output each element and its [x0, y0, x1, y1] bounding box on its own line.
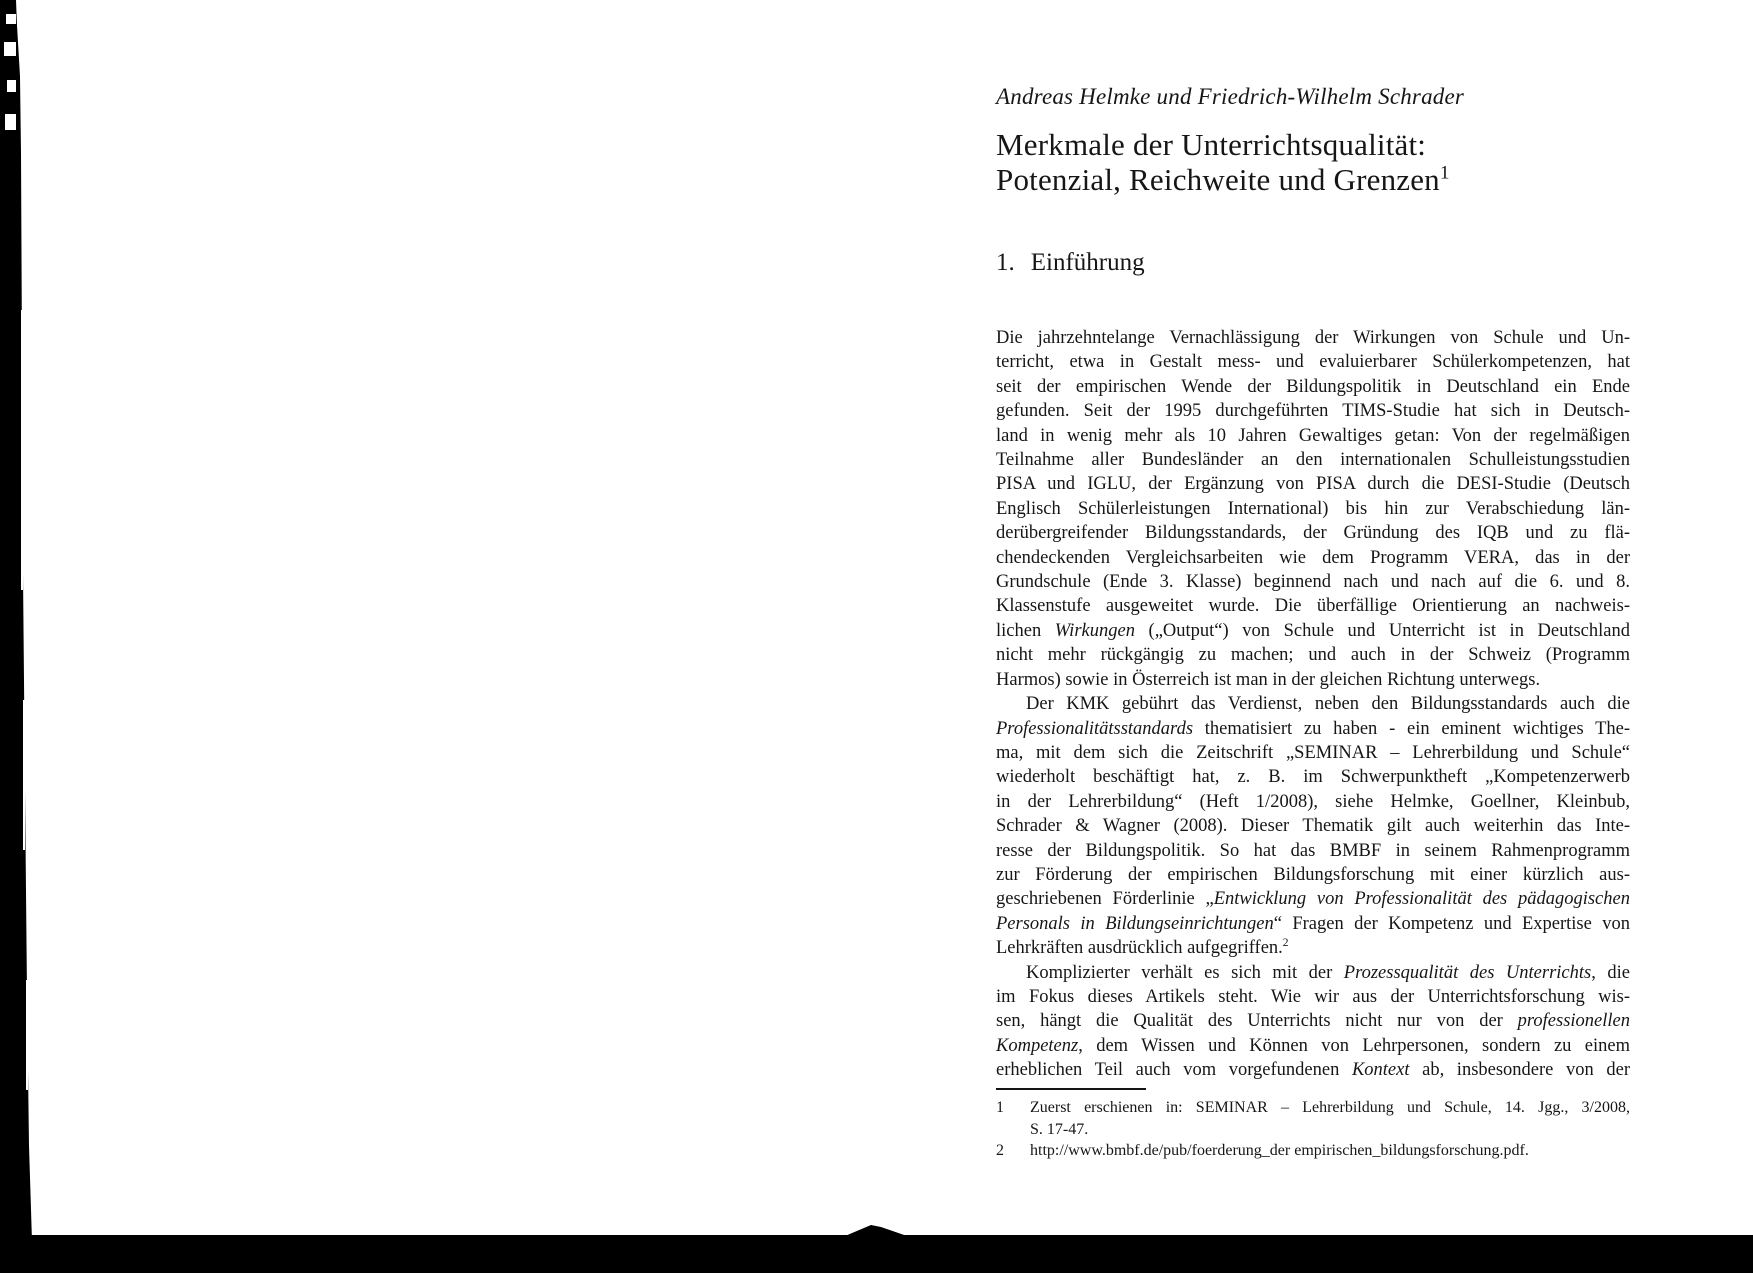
text-line: PISA und IGLU, der Ergänzung von PISA durch die DESI-Studie (Deutsch — [996, 474, 1630, 495]
text-line: in der Lehrerbildung“ (Heft 1/2008), siehe Helmke, Goellner, Kleinbub, — [996, 791, 1630, 812]
text-column — [996, 0, 1630, 1273]
footnotes — [996, 1088, 1630, 1162]
text-line: http://www.bmbf.de/pub/foerderung_der empirischen_bildungsforschung.pdf. — [1030, 1142, 1529, 1159]
text-line: wiederholt beschäftigt hat, z. B. im Schwerpunktheft „Kompetenzerwerb — [996, 767, 1630, 788]
scan-gutter-gap — [4, 42, 16, 56]
paragraph-1 — [996, 326, 1630, 692]
text-line: S. 17-47. — [1030, 1120, 1089, 1138]
text-line: Schrader & Wagner (2008). Dieser Thematik gilt auch weiterhin das Inte- — [996, 816, 1630, 837]
section-heading — [996, 249, 1145, 277]
text-line: gefunden. Seit der 1995 durchgeführten TIMS-Studie hat sich in Deutsch- — [996, 401, 1630, 422]
text-line: Lehrkräften ausdrücklich aufgegriffen.$^2$ — [996, 937, 1289, 959]
section-title: Einführung — [1030, 249, 1145, 276]
text-line: nicht mehr rückgängig zu machen; und auch in der Schweiz (Programm — [996, 645, 1630, 666]
scan-edge-bottom-step — [0, 1236, 860, 1238]
text-line: Der KMK gebührt das Verdienst, neben den Bildungsstandards auch die — [1026, 694, 1630, 715]
footnote-number: 2 — [996, 1142, 1004, 1159]
paragraph-3 — [996, 961, 1630, 1083]
text-line: erheblichen Teil auch vom vorgefundenen Kontext ab, insbesondere von der — [996, 1060, 1630, 1081]
text-line: sen, hängt die Qualität des Unterrichts nicht nur von der professionellen — [996, 1011, 1630, 1032]
footnote-divider — [996, 1088, 1146, 1090]
footnote-1 — [996, 1097, 1630, 1140]
author-line: Andreas Helmke und Friedrich-Wilhelm Schrader — [996, 84, 1465, 109]
paragraph-2 — [996, 692, 1630, 960]
text-line: Zuerst erschienen in: SEMINAR – Lehrerbildung und Schule, 14. Jgg., 3/2008, — [1030, 1099, 1630, 1116]
page-title-line-2: Potenzial, Reichweite und Grenzen$^1$ — [996, 162, 1450, 197]
text-line: Komplizierter verhält es sich mit der Prozessqualität des Unterrichts, die — [1026, 962, 1630, 983]
footnote-text — [1030, 1140, 1630, 1162]
scan-edge-bump — [845, 1225, 907, 1236]
scan-gutter-left — [0, 0, 33, 1273]
text-line: terricht, etwa in Gestalt mess- und evaluierbarer Schülerkompetenzen, hat — [996, 352, 1630, 373]
footnote-text — [1030, 1097, 1630, 1140]
scan-gutter-crack — [23, 700, 25, 850]
text-line: land in wenig mehr als 10 Jahren Gewaltiges getan: Von der regelmäßigen — [996, 425, 1630, 446]
text-line: Klassenstufe ausgeweitet wurde. Die überfällige Orientierung an nachweis- — [996, 596, 1630, 617]
text-line: Harmos) sowie in Österreich ist man in der gleichen Richtung unterwegs. — [996, 669, 1541, 690]
text-line: im Fokus dieses Artikels steht. Wie wir aus der Unterrichtsforschung wis- — [996, 986, 1630, 1007]
scan-gutter-gap — [6, 14, 16, 24]
text-line: Grundschule (Ende 3. Klasse) beginnend nach und nach auf die 6. und 8. — [996, 572, 1630, 593]
text-line: derübergreifender Bildungsstandards, der Gründung des IQB und zu flä- — [996, 523, 1630, 544]
page-title-line-1: Merkmale der Unterrichtsqualität: — [996, 127, 1427, 162]
scan-gutter-crack — [21, 310, 23, 590]
text-line: Kompetenz, dem Wissen und Können von Lehrpersonen, sondern zu einem — [996, 1035, 1630, 1056]
section-number: 1. — [996, 249, 1015, 276]
text-line: resse der Bildungspolitik. So hat das BMBF in seinem Rahmenprogramm — [996, 840, 1630, 861]
text-line: zur Förderung der empirischen Bildungsforschung mit einer kürzlich aus- — [996, 864, 1630, 885]
text-line: Professionalitätsstandards thematisiert zu haben - ein eminent wichtiges The- — [996, 718, 1630, 739]
text-line: geschriebenen Förderlinie „Entwicklung von Professionalität des pädagogischen — [996, 889, 1630, 910]
scan-gutter-gap — [5, 114, 16, 130]
text-line: lichen Wirkungen („Output“) von Schule und Unterricht ist in Deutschland — [996, 620, 1630, 641]
page-title — [996, 127, 1630, 197]
text-line: Personals in Bildungseinrichtungen“ Fragen der Kompetenz und Expertise von — [996, 913, 1630, 934]
scan-gutter-crack — [26, 980, 28, 1090]
text-line: Teilnahme aller Bundesländer an den internationalen Schulleistungsstudien — [996, 450, 1630, 471]
body-text — [996, 326, 1630, 1083]
text-line: chendeckenden Vergleichsarbeiten wie dem Programm VERA, das in der — [996, 547, 1630, 568]
footnote-2 — [996, 1140, 1630, 1162]
footnote-number: 1 — [996, 1099, 1004, 1116]
text-line: Englisch Schülerleistungen International) bis hin zur Verabschiedung län- — [996, 498, 1630, 519]
text-line: seit der empirischen Wende der Bildungspolitik in Deutschland ein Ende — [996, 376, 1630, 397]
scan-gutter-gap — [7, 80, 16, 92]
text-line: Die jahrzehntelange Vernachlässigung der Wirkungen von Schule und Un- — [996, 328, 1630, 348]
text-line: ma, mit dem sich die Zeitschrift „SEMINAR – Lehrerbildung und Schule“ — [996, 742, 1630, 763]
